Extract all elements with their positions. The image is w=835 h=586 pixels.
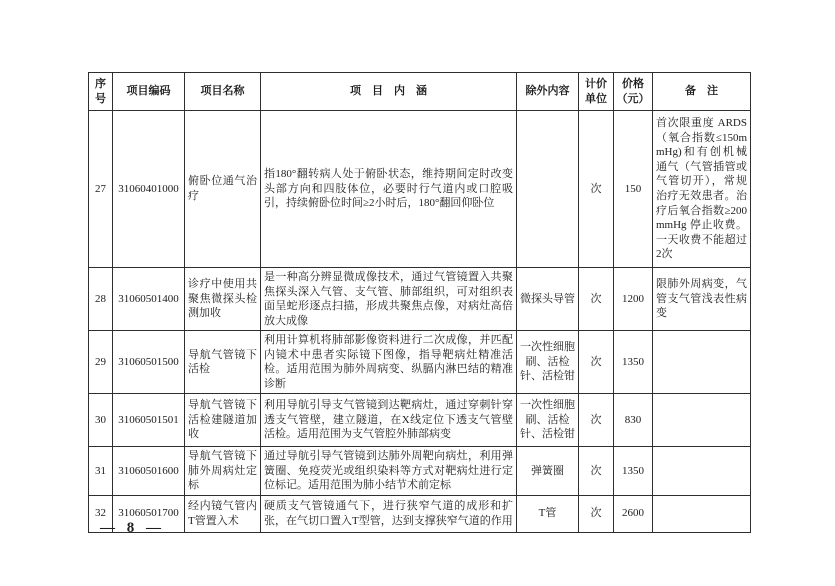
cell-remark xyxy=(653,447,751,496)
cell-code: 31060501501 xyxy=(113,394,185,447)
cell-name: 经内镜气管内T管置入术 xyxy=(185,495,261,532)
table-row xyxy=(89,331,751,394)
cell-price: 1200 xyxy=(614,268,653,331)
cell-remark xyxy=(653,394,751,447)
cell-price: 830 xyxy=(614,394,653,447)
header-content: 项 目 内 涵 xyxy=(261,73,517,111)
medical-service-price-table xyxy=(88,72,751,533)
cell-code: 31060501600 xyxy=(113,447,185,496)
cell-name: 导航气管镜下肺外周病灶定标 xyxy=(185,447,261,496)
cell-remark: 限肺外周病变，气管支气管浅表性病变 xyxy=(653,268,751,331)
cell-excluded: 一次性细胞刷、活检针、活检钳 xyxy=(517,394,579,447)
cell-price: 150 xyxy=(614,111,653,268)
cell-price: 1350 xyxy=(614,447,653,496)
cell-name: 导航气管镜下活检建隧道加收 xyxy=(185,394,261,447)
cell-seq: 28 xyxy=(89,268,113,331)
cell-excluded: 弹簧圈 xyxy=(517,447,579,496)
cell-remark xyxy=(653,495,751,532)
cell-excluded: T管 xyxy=(517,495,579,532)
cell-price: 1350 xyxy=(614,331,653,394)
cell-name: 俯卧位通气治疗 xyxy=(185,111,261,268)
cell-content: 通过导航引导气管镜到达肺外周靶向病灶，利用弹簧圈、免疫荧光或组织染料等方式对靶病灶进行定位标记。适用范围为肺小结节术前定标 xyxy=(261,447,517,496)
cell-seq: 27 xyxy=(89,111,113,268)
cell-content: 利用计算机将肺部影像资料进行二次成像，并匹配内镜术中患者实际镜下图像，指导靶病灶精准活检。适用范围为肺外周病变、纵膈内淋巴结的精准诊断 xyxy=(261,331,517,394)
cell-name: 诊疗中使用共聚焦微探头检测加收 xyxy=(185,268,261,331)
header-price: 价格（元） xyxy=(614,73,653,111)
page-number: — 8 — xyxy=(100,520,165,536)
cell-seq: 32 xyxy=(89,495,113,532)
header-code: 项目编码 xyxy=(113,73,185,111)
cell-code: 31060401000 xyxy=(113,111,185,268)
cell-unit: 次 xyxy=(579,268,614,331)
cell-content: 利用导航引导支气管镜到达靶病灶，通过穿刺针穿透支气管壁，建立隧道，在X线定位下透支气管壁活检。适用范围为支气管腔外肺部病变 xyxy=(261,394,517,447)
cell-code: 31060501400 xyxy=(113,268,185,331)
cell-unit: 次 xyxy=(579,331,614,394)
table-row xyxy=(89,394,751,447)
cell-code: 31060501700 xyxy=(113,495,185,532)
header-remark: 备 注 xyxy=(653,73,751,111)
cell-name: 导航气管镜下活检 xyxy=(185,331,261,394)
cell-content: 硬质支气管镜通气下，进行狭窄气道的成形和扩张，在气切口置入T型管，达到支撑狭窄气道的作用 xyxy=(261,495,517,532)
cell-unit: 次 xyxy=(579,394,614,447)
cell-unit: 次 xyxy=(579,495,614,532)
table-header-row xyxy=(89,73,751,111)
cell-unit: 次 xyxy=(579,447,614,496)
cell-seq: 30 xyxy=(89,394,113,447)
table-row xyxy=(89,447,751,496)
header-excluded: 除外内容 xyxy=(517,73,579,111)
cell-content: 指180°翻转病人处于俯卧状态，维持期间定时改变头部方向和四肢体位，必要时行气道内或口腔吸引，持续俯卧位时间≥2小时后，180°翻回仰卧位 xyxy=(261,111,517,268)
header-seq: 序号 xyxy=(89,73,113,111)
cell-price: 2600 xyxy=(614,495,653,532)
cell-excluded: 微探头导管 xyxy=(517,268,579,331)
cell-excluded xyxy=(517,111,579,268)
cell-unit: 次 xyxy=(579,111,614,268)
cell-seq: 29 xyxy=(89,331,113,394)
table-row xyxy=(89,268,751,331)
cell-code: 31060501500 xyxy=(113,331,185,394)
table-row xyxy=(89,111,751,268)
header-unit: 计价单位 xyxy=(579,73,614,111)
table-row xyxy=(89,495,751,532)
cell-remark xyxy=(653,331,751,394)
header-name: 项目名称 xyxy=(185,73,261,111)
cell-content: 是一种高分辨显微成像技术，通过气管镜置入共聚焦探头深入气管、支气管、肺部组织，可对组织表面呈蛇形逐点扫描，形成共聚焦点像，对病灶高倍放大成像 xyxy=(261,268,517,331)
cell-remark: 首次限重度 ARDS（氧合指数≤150mmHg)和有创机械通气（气管插管或气管切开），常规治疗无效患者。治疗后氧合指数≥200mmHg 停止收费。一天收费不能超过2次 xyxy=(653,111,751,268)
cell-excluded: 一次性细胞刷、活检针、活检钳 xyxy=(517,331,579,394)
cell-seq: 31 xyxy=(89,447,113,496)
